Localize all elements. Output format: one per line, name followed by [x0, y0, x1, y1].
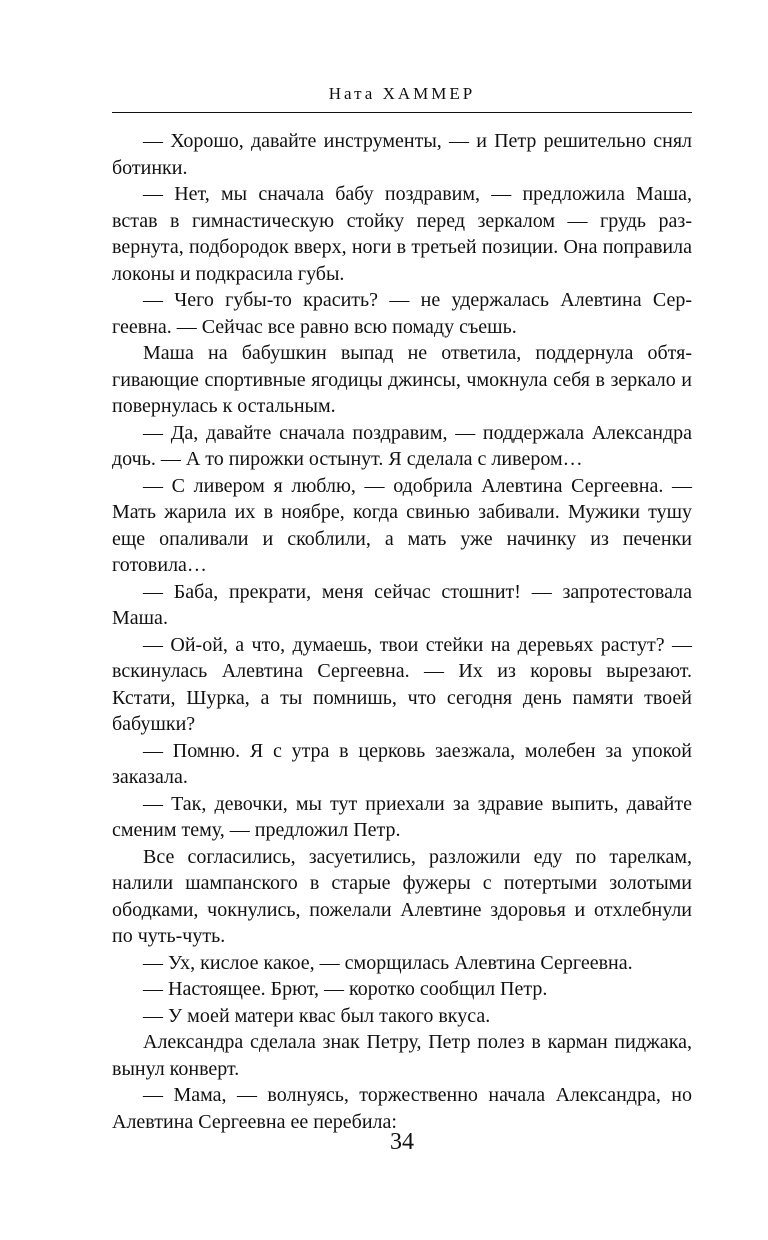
paragraph: — С ливером я люблю, — одобрила Алевтина Сергеевна. — Мать жарила их в ноябре, когда свинью забивали. Мужики тушу еще опаливали и скоблили, а мать уже начинку из печенки готовила… — [112, 474, 692, 576]
page-body — [112, 128, 692, 1135]
paragraph: — Баба, прекрати, меня сейчас стошнит! — запротестовала Маша. — [112, 580, 692, 629]
page-number: 34 — [390, 1129, 414, 1155]
running-head: Ната ХАММЕР — [328, 84, 476, 103]
paragraph: Александра сделала знак Петру, Петр полез в карман пиджака, вынул конверт. — [112, 1031, 692, 1080]
paragraph: — Ух, кислое какое, — сморщилась Алевтина Сергеевна. — [143, 951, 633, 974]
paragraph: — Чего губы-то красить? — не удержалась Алевтина Сергеевна. — Сейчас все равно всю помаду съешь. — [112, 289, 692, 338]
paragraph: — Помню. Я с утра в церковь заезжала, молебен за упокой заказала. — [112, 739, 692, 788]
paragraph: — Ой-ой, а что, думаешь, твои стейки на деревьях растут? — вскинулась Алевтина Сергеевна. — Их из коровы вырезают. Кстати, Шурка, а ты помнишь, что сегодня день памяти твоей бабушки? — [112, 633, 692, 735]
paragraph: — Так, девочки, мы тут приехали за здравие выпить, давайте сменим тему, — предложил Петр. — [112, 792, 692, 841]
paragraph: — Настоящее. Брют, — коротко сообщил Петр. — [143, 978, 548, 1000]
paragraph: — Нет, мы сначала бабу поздравим, — предложила Маша, встав в гимнастическую стойку перед зеркалом — грудь развернута, подбородок вверх, ноги в третьей позиции. Она поправила локоны и подкрасила губы. — [112, 183, 692, 285]
paragraph: — Да, давайте сначала поздравим, — поддержала Александра дочь. — А то пирожки остынут. Я сделала с ливером… — [112, 421, 692, 470]
paragraph: — Мама, — волнуясь, торжественно начала Александра, но Алевтина Сергеевна ее перебила: — [112, 1084, 692, 1133]
paragraph: — У моей матери квас был такого вкуса. — [143, 1004, 491, 1027]
header-rule — [112, 112, 692, 113]
paragraph: Все согласились, засуетились, разложили еду по тарелкам, налили шампанского в старые фужеры с потертыми золотыми ободками, чокнулись, пожелали Алевтине здоровья и отхлебнули по чуть-чуть. — [112, 845, 692, 947]
paragraph: Маша на бабушкин выпад не ответила, поддернула обтягивающие спортивные ягодицы джинсы, чмокнула себя в зеркало и повернулась к остальным. — [112, 342, 692, 417]
paragraph: — Хорошо, давайте инструменты, — и Петр решительно снял ботинки. — [112, 130, 692, 179]
